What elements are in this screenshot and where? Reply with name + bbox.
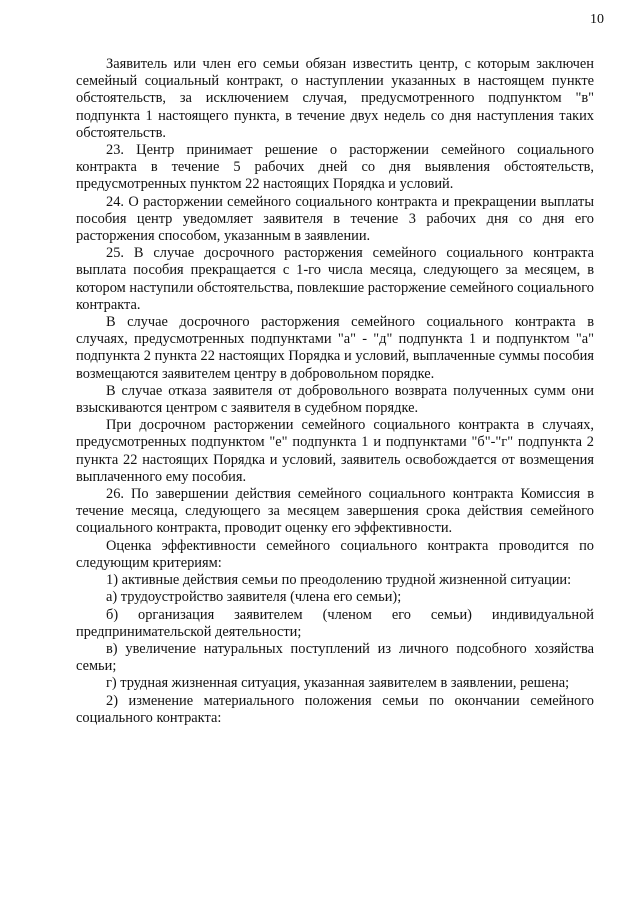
criterion-1b: б) организация заявителем (членом его семьи) индивидуальной предпринимательской деятельности;: [76, 606, 594, 640]
criterion-1a: а) трудоустройство заявителя (члена его семьи);: [106, 589, 402, 606]
paragraph-23: 23. Центр принимает решение о расторжении семейного социального контракта в течение 5 рабочих дней со дня выявления обстоятельств, предусмотренных пунктом 22 настоящих Порядка и условий.: [76, 142, 594, 193]
document-body: [76, 56, 594, 727]
criterion-1: 1) активные действия семьи по преодолению трудной жизненной ситуации:: [106, 572, 572, 589]
paragraph-25-refund: В случае досрочного расторжения семейного социального контракта в случаях, предусмотренных подпунктами "а" - "д" подпункта 1 и подпунктом "а" подпункта 2 пункта 22 настоящих Порядка и условий, выплаченные суммы пособия возмещаются заявителем центру в добровольном порядке.: [76, 314, 594, 382]
paragraph-25-court: В случае отказа заявителя от добровольного возврата полученных сумм они взыскиваются центром с заявителя в судебном порядке.: [76, 382, 594, 417]
paragraph-25-exemption: При досрочном расторжении семейного социального контракта в случаях, предусмотренных подпунктом "е" подпункта 1 и подпунктами "б"-"г" подпункта 2 пункта 22 настоящих Порядка и условий, заявитель освобождается от возмещения выплаченного ему пособия.: [76, 417, 594, 485]
paragraph-24: 24. О расторжении семейного социального контракта и прекращении выплаты пособия центр уведомляет заявителя в течение 3 рабочих дня со дня его расторжения способом, указанным в заявлении.: [76, 193, 594, 245]
paragraph-25: 25. В случае досрочного расторжения семейного социального контракта выплата пособия прекращается с 1-го числа месяца, следующего за месяцем, в котором наступили обстоятельства, повлекшие расторжение семейного социального контракта.: [76, 245, 594, 313]
page-number: 10: [590, 12, 604, 27]
paragraph-26: 26. По завершении действия семейного социального контракта Комиссия в течение месяца, следующего за месяцем завершения срока действия семейного социального контракта, проводит оценку его эффективности.: [76, 486, 594, 537]
criterion-2: 2) изменение материального положения семьи по окончании семейного социального контракта:: [76, 692, 594, 726]
criterion-1c: в) увеличение натуральных поступлений из личного подсобного хозяйства семьи;: [76, 640, 594, 675]
paragraph-criteria-intro: Оценка эффективности семейного социального контракта проводится по следующим критериям:: [76, 537, 594, 571]
criterion-1d: г) трудная жизненная ситуация, указанная заявителем в заявлении, решена;: [106, 675, 570, 692]
paragraph-continuation: Заявитель или член его семьи обязан известить центр, с которым заключен семейный социальный контракт, о наступлении указанных в настоящем пункте обстоятельств, за исключением случая, предусмотренного подпунктом "в" подпункта 1 настоящего пункта, в течение двух недель со дня наступления таких обстоятельств.: [76, 56, 594, 141]
